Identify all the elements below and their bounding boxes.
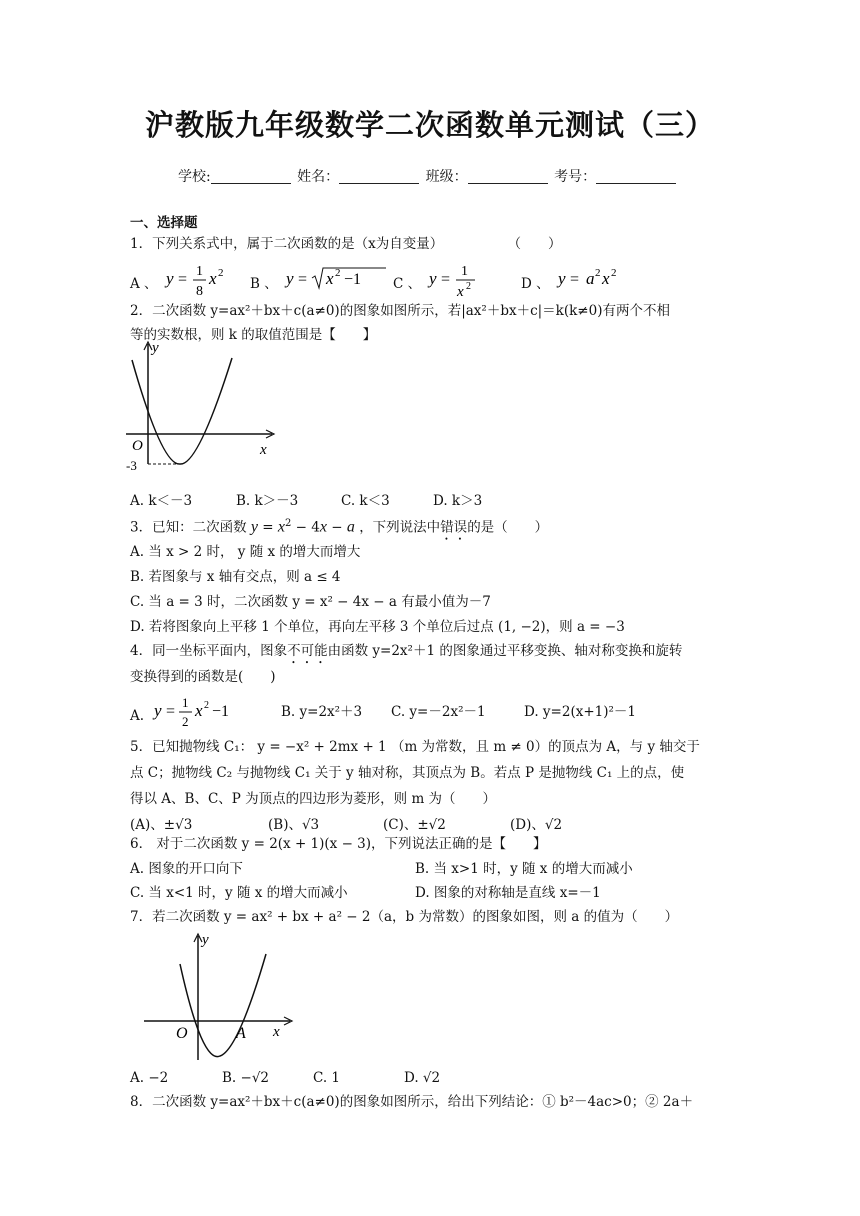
q3-option-c: C. 当 a = 3 时，二次函数 y = x² − 4x − a 有最小值为－7: [130, 594, 491, 610]
q4-a-formula: [148, 695, 238, 731]
number-label: 考号：: [554, 169, 597, 185]
q1-a-formula: [162, 262, 252, 300]
school-label: 学校:: [178, 169, 211, 185]
q6-option-a: A. 图象的开口向下: [130, 861, 243, 877]
page-title: 沪教版九年级数学二次函数单元测试（三）: [144, 108, 715, 142]
q7-parabola: [180, 954, 266, 1057]
q2-parabola: [132, 358, 232, 464]
svg-text:2: 2: [217, 267, 224, 279]
q1-option-a: A 、 y = 1 8 x 2: [130, 262, 252, 300]
svg-text:2: 2: [466, 281, 472, 292]
svg-text:x: x: [195, 701, 203, 720]
q7-option-c: C. 1: [313, 1070, 341, 1086]
svg-text:=: =: [298, 271, 308, 288]
q6-option-d: D. 图象的对称轴是直线 x=－1: [415, 885, 601, 901]
svg-text:x: x: [601, 269, 610, 288]
svg-text:x: x: [457, 284, 465, 300]
q7-stem: 7．若二次函数 y = ax² + bx + a² − 2（a，b 为常数）的图象如图，则 a 的值为（ ）: [130, 909, 679, 925]
q5-option-a: (A)、±√3: [130, 817, 193, 833]
q4-option-c: C. y=－2x²－1: [391, 704, 486, 720]
svg-text:a: a: [585, 269, 595, 288]
q1-c-formula: [425, 262, 495, 300]
q1-option-b: B 、 y = x 2 −1: [250, 262, 392, 300]
q8-line1: 8．二次函数 y=ax²＋bx＋c(a≠0)的图象如图所示，给出下列结论：① b²－4ac>0；② 2a＋: [130, 1094, 694, 1110]
svg-text:2: 2: [182, 714, 189, 729]
q3-option-a: A. 当 x > 2 时， y 随 x 的增大而增大: [130, 544, 361, 560]
q2-x-label: x: [260, 442, 267, 458]
q3-stem: 3．已知：二次函数 $y = x^2 - 4x - a$ ，下列说法中错误的是（ ）: [130, 518, 549, 536]
svg-text:y: y: [165, 269, 174, 288]
q2-y-label: y: [152, 340, 159, 356]
q6-option-b: B. 当 x>1 时，y 随 x 的增大而减小: [415, 861, 633, 877]
q7-x-label: x: [273, 1024, 280, 1040]
q2-graph: [120, 338, 280, 473]
q6-option-c: C. 当 x<1 时，y 随 x 的增大而减小: [130, 885, 348, 901]
svg-text:1: 1: [461, 264, 469, 279]
q5-line2: 点 C；抛物线 C₂ 与抛物线 C₁ 关于 y 轴对称，其顶点为 B。若点 P 是抛物线 C₁ 上的点，使: [130, 765, 685, 781]
q7-origin-label: O: [176, 1025, 188, 1042]
svg-text:1: 1: [195, 264, 203, 279]
svg-text:x: x: [208, 269, 217, 288]
q7-option-a: A. −2: [130, 1070, 169, 1086]
q1-d-formula: [554, 262, 644, 300]
svg-text:=: =: [441, 271, 451, 288]
q5-option-d: (D)、√2: [510, 817, 563, 833]
q1-b-formula: [282, 262, 392, 300]
q4-line1: 4．同一坐标平面内，图象不可能由函数 y=2x²＋1 的图象通过平移变换、轴对称变换和旋转: [130, 643, 683, 659]
q7-point-label: A: [236, 1025, 246, 1042]
q3-option-b: B. 若图象与 x 轴有交点，则 a ≤ 4: [130, 569, 341, 585]
q2-line1: 2．二次函数 y=ax²＋bx＋c(a≠0)的图象如图所示，若|ax²＋bx＋c|＝k(k≠0)有两个不相: [130, 303, 670, 319]
name-blank[interactable]: [339, 169, 419, 184]
q2-origin-label: O: [132, 438, 143, 454]
svg-text:=: =: [166, 703, 176, 720]
class-label: 班级：: [425, 169, 468, 185]
q4-line2: 变换得到的函数是( ): [130, 669, 276, 685]
q2-option-d: D. k＞3: [433, 493, 483, 509]
q2-min-label: -3: [126, 458, 137, 473]
svg-text:−1: −1: [212, 703, 230, 720]
q1-option-c: C 、 y = 1 x 2: [393, 262, 495, 300]
q2-option-b: B. k＞－3: [236, 493, 299, 509]
q2-line2: 等的实数根，则 k 的取值范围是【 】: [130, 327, 377, 343]
q1-option-d: D 、 y = a 2 x 2: [521, 262, 644, 300]
q4-option-d: D. y=2(x+1)²－1: [524, 704, 637, 720]
q7-y-label: y: [202, 932, 209, 948]
q1-stem: 1．下列关系式中，属于二次函数的是（x为自变量） （ ）: [130, 236, 562, 252]
q7-option-b: B. −√2: [222, 1070, 270, 1086]
name-label: 姓名：: [297, 169, 340, 185]
q2-option-a: A. k＜－3: [130, 493, 193, 509]
svg-text:8: 8: [195, 284, 203, 299]
svg-text:y: y: [154, 701, 162, 720]
section-heading: 一、选择题: [130, 215, 198, 231]
school-blank[interactable]: [211, 169, 291, 184]
q7-option-d: D. √2: [404, 1070, 441, 1086]
q6-stem: 6． 对于二次函数 y = 2(x + 1)(x − 3)，下列说法正确的是【 】: [130, 836, 547, 852]
student-info-row: [178, 166, 678, 186]
svg-text:y: y: [429, 269, 437, 288]
q5-line3: 得以 A、B、C、P 为顶点的四边形为菱形，则 m 为（ ）: [130, 791, 497, 807]
q7-graph: [140, 928, 300, 1064]
svg-text:2: 2: [594, 267, 601, 279]
q5-option-b: (B)、√3: [268, 817, 320, 833]
svg-text:2: 2: [610, 267, 617, 279]
svg-text:2: 2: [204, 700, 210, 711]
q4-option-a: A. y = 1 2 x 2 −1: [130, 695, 238, 731]
q5-option-c: (C)、±√2: [383, 817, 446, 833]
q4-option-b: B. y=2x²＋3: [281, 704, 363, 720]
svg-text:=: =: [177, 271, 187, 288]
svg-text:−1: −1: [344, 271, 362, 288]
q3-option-d: D. 若将图象向上平移 1 个单位，再向左平移 3 个单位后过点 (1, −2)，则 a = −3: [130, 619, 625, 635]
svg-text:2: 2: [335, 267, 341, 279]
svg-text:y: y: [557, 269, 566, 288]
svg-text:x: x: [326, 269, 334, 288]
class-blank[interactable]: [468, 169, 548, 184]
number-blank[interactable]: [596, 169, 676, 184]
q2-option-c: C. k＜3: [341, 493, 390, 509]
svg-text:y: y: [286, 269, 294, 288]
svg-text:=: =: [569, 271, 579, 288]
svg-text:1: 1: [182, 695, 189, 710]
q5-line1: 5．已知抛物线 C₁： y = −x² + 2mx + 1 （m 为常数，且 m ≠ 0）的顶点为 A，与 y 轴交于: [130, 739, 700, 755]
